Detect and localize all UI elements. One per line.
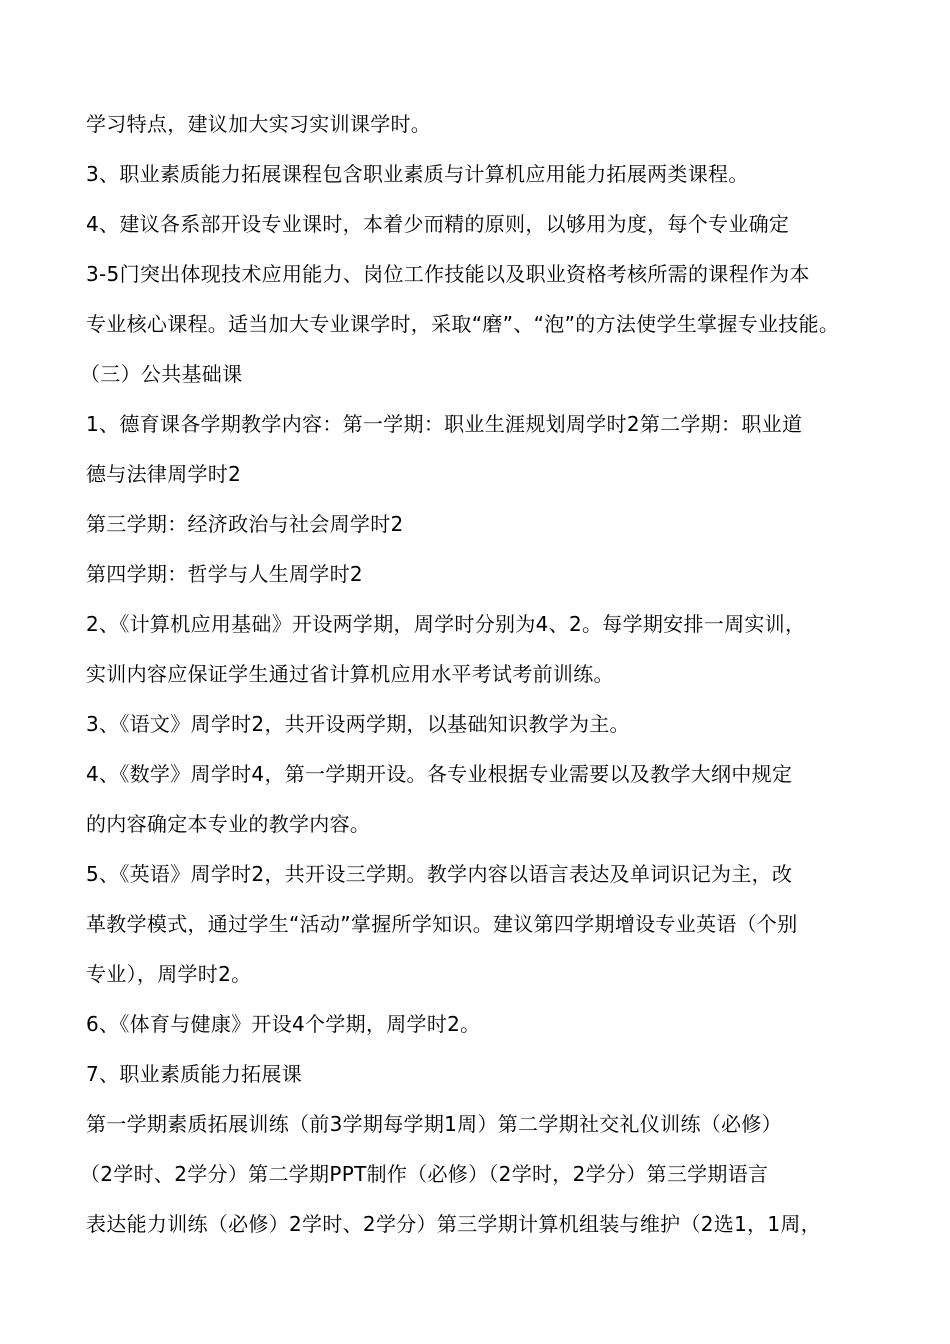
text-line: 专业），周学时2。 <box>86 962 252 986</box>
text-line: 学习特点，建议加大实习实训课学时。 <box>86 112 432 136</box>
section-heading: （三）公共基础课 <box>80 362 243 386</box>
text-line: 实训内容应保证学生通过省计算机应用水平考试考前训练。 <box>86 662 614 686</box>
text-line: 第四学期：哲学与人生周学时2 <box>86 562 363 586</box>
text-line: （2学时、2学分）第二学期PPT制作（必修）（2学时，2学分）第三学期语言 <box>80 1162 769 1186</box>
text-line: 的内容确定本专业的教学内容。 <box>86 812 371 836</box>
text-line: 2、《计算机应用基础》开设两学期，周学时分别为4、2。每学期安排一周实训， <box>86 612 806 636</box>
text-line: 5、《英语》周学时2，共开设三学期。教学内容以语言表达及单词识记为主，改 <box>86 862 793 886</box>
text-line: 第三学期：经济政治与社会周学时2 <box>86 512 404 536</box>
text-line: 革教学模式，通过学生“活动”掌握所学知识。建议第四学期增设专业英语（个别 <box>86 912 798 936</box>
text-line: 6、《体育与健康》开设4个学期，周学时2。 <box>86 1012 481 1036</box>
text-line: 7、职业素质能力拓展课 <box>86 1062 303 1086</box>
text-line: 表达能力训练（必修）2学时、2学分）第三学期计算机组装与维护（2选1，1周， <box>86 1212 822 1236</box>
text-line: 3、职业素质能力拓展课程包含职业素质与计算机应用能力拓展两类课程。 <box>86 162 749 186</box>
text-line: 德与法律周学时2 <box>86 462 242 486</box>
text-line: 第一学期素质拓展训练（前3学期每学期1周）第二学期社交礼仪训练（必修） <box>86 1112 782 1136</box>
text-line: 1、德育课各学期教学内容：第一学期：职业生涯规划周学时2第二学期：职业道 <box>86 412 803 436</box>
text-line: 4、建议各系部开设专业课时，本着少而精的原则，以够用为度，每个专业确定 <box>86 212 790 236</box>
text-line: 4、《数学》周学时4，第一学期开设。各专业根据专业需要以及教学大纲中规定 <box>86 762 793 786</box>
text-line: 3、《语文》周学时2，共开设两学期，以基础知识教学为主。 <box>86 712 630 736</box>
text-line: 专业核心课程。适当加大专业课学时，采取“磨”、“泡”的方法使学生掌握专业技能。 <box>86 312 840 336</box>
text-line: 3-5门突出体现技术应用能力、岗位工作技能以及职业资格考核所需的课程作为本 <box>86 262 810 286</box>
